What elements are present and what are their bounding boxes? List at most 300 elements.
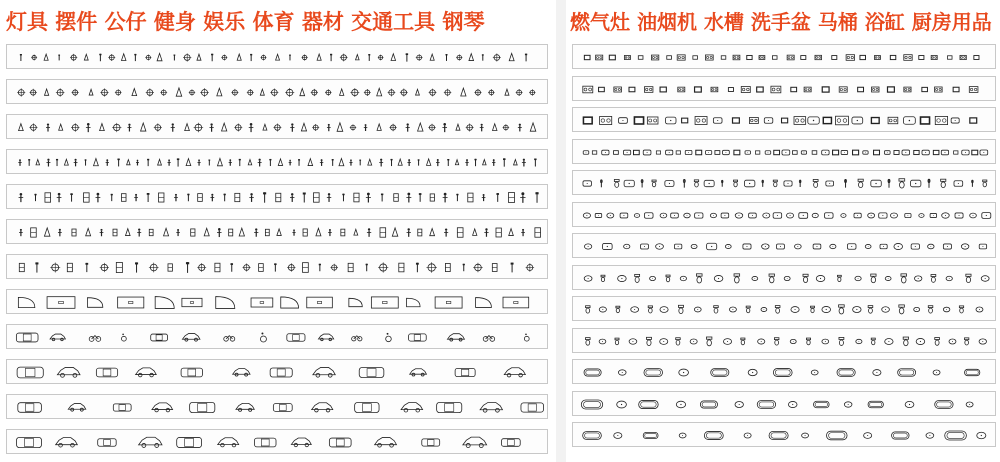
bathtub-icon bbox=[639, 400, 658, 408]
toilet-icon bbox=[813, 179, 818, 187]
toilet-icon bbox=[966, 274, 971, 282]
figure-icon bbox=[100, 229, 104, 236]
lamp-icon bbox=[29, 123, 37, 131]
figure-icon bbox=[480, 124, 484, 132]
ornament-icon bbox=[84, 54, 88, 60]
washbasin-icon bbox=[926, 433, 934, 438]
ornament-icon bbox=[277, 229, 281, 236]
car-icon bbox=[236, 403, 254, 411]
lamp-icon bbox=[221, 54, 227, 60]
washbasin-icon bbox=[943, 307, 950, 312]
ornament-icon bbox=[430, 228, 435, 235]
lamp-icon bbox=[378, 262, 388, 272]
sink-icon bbox=[643, 150, 651, 155]
toilet-icon bbox=[585, 337, 590, 345]
ornament-icon bbox=[197, 54, 201, 60]
symbol-row bbox=[572, 76, 996, 101]
lamp-icon bbox=[100, 263, 109, 272]
range-hood-icon bbox=[973, 55, 979, 60]
gas-stove-icon bbox=[596, 55, 603, 60]
ornament-icon bbox=[132, 89, 137, 96]
lamp-icon bbox=[287, 263, 295, 271]
ornament-icon bbox=[492, 124, 496, 131]
symbol-row bbox=[6, 359, 548, 384]
piano-icon bbox=[407, 298, 421, 306]
symbol-row bbox=[6, 429, 548, 454]
washbasin-icon bbox=[690, 338, 697, 343]
ornament-icon bbox=[514, 159, 518, 164]
panel-divider bbox=[556, 0, 566, 462]
toilet-icon bbox=[858, 179, 863, 187]
washbasin-icon bbox=[790, 339, 796, 343]
gas-stove-icon bbox=[874, 56, 880, 60]
figure-icon bbox=[57, 193, 62, 202]
washbasin-icon bbox=[916, 338, 925, 344]
gas-stove-icon bbox=[969, 86, 978, 92]
range-hood-icon bbox=[613, 150, 619, 155]
sports-equipment-icon bbox=[298, 159, 300, 166]
figure-icon bbox=[176, 229, 180, 236]
gas-stove-icon bbox=[733, 55, 740, 60]
ornament-icon bbox=[391, 54, 396, 61]
toilet-icon bbox=[676, 337, 681, 344]
range-hood-icon bbox=[887, 86, 895, 92]
figure-icon bbox=[136, 160, 139, 166]
range-hood-icon bbox=[714, 150, 720, 155]
ornament-icon bbox=[157, 53, 162, 60]
toilet-icon bbox=[769, 273, 774, 282]
car-icon bbox=[136, 368, 157, 377]
ornament-icon bbox=[127, 160, 131, 165]
car-icon bbox=[182, 334, 199, 342]
range-hood-icon bbox=[666, 55, 671, 59]
sink-icon bbox=[602, 243, 612, 249]
fitness-icon bbox=[149, 229, 153, 235]
lamp-icon bbox=[72, 89, 79, 96]
washbasin-icon bbox=[905, 401, 914, 407]
gas-stove-icon bbox=[711, 87, 718, 92]
figure-icon bbox=[209, 123, 213, 131]
sink-icon bbox=[665, 117, 676, 124]
gas-stove-icon bbox=[647, 117, 658, 124]
washbasin-icon bbox=[853, 306, 861, 312]
sink-icon bbox=[619, 118, 628, 124]
washbasin-icon bbox=[976, 307, 983, 312]
car-top-icon bbox=[437, 402, 462, 412]
sink-icon bbox=[583, 181, 591, 186]
ornament-icon bbox=[530, 123, 536, 131]
lamp-icon bbox=[100, 88, 108, 96]
gas-stove-icon bbox=[614, 86, 622, 91]
figure-icon bbox=[292, 229, 295, 235]
ornament-icon bbox=[340, 89, 344, 95]
washbasin-icon bbox=[660, 307, 668, 313]
toilet-icon bbox=[773, 180, 777, 187]
rect-plan-icon bbox=[503, 297, 529, 308]
lamp-icon bbox=[456, 54, 462, 60]
fitness-icon bbox=[380, 228, 386, 237]
sports-equipment-icon bbox=[177, 158, 179, 166]
figure-icon bbox=[407, 228, 411, 237]
range-hood-icon bbox=[634, 116, 645, 125]
lamp-icon bbox=[189, 89, 195, 95]
washbasin-icon bbox=[599, 339, 606, 344]
washbasin-icon bbox=[599, 307, 606, 312]
toilet-icon bbox=[806, 338, 810, 345]
rect-plan-icon bbox=[118, 297, 144, 308]
sink-icon bbox=[847, 244, 856, 249]
right-panel bbox=[566, 0, 1000, 462]
figure-icon bbox=[86, 123, 91, 132]
lamp-icon bbox=[70, 54, 77, 61]
toilet-icon bbox=[678, 305, 683, 313]
range-hood-icon bbox=[721, 55, 726, 59]
range-hood-icon bbox=[772, 55, 777, 59]
sink-icon bbox=[841, 150, 848, 154]
washbasin-icon bbox=[822, 339, 829, 344]
fitness-icon bbox=[191, 229, 195, 236]
ornament-icon bbox=[339, 158, 344, 165]
piano-icon bbox=[281, 297, 299, 308]
lamp-icon bbox=[389, 124, 396, 131]
sink-icon bbox=[784, 181, 792, 186]
washbasin-icon bbox=[873, 370, 881, 376]
fitness-icon bbox=[67, 263, 72, 271]
gas-stove-icon bbox=[888, 117, 898, 123]
ornament-icon bbox=[356, 55, 360, 60]
range-hood-icon bbox=[933, 149, 940, 154]
ornament-icon bbox=[141, 123, 146, 131]
ornament-icon bbox=[509, 229, 514, 236]
car-icon bbox=[463, 437, 487, 447]
figure-icon bbox=[320, 159, 323, 166]
car-icon bbox=[233, 369, 250, 377]
sports-equipment-icon bbox=[463, 264, 465, 271]
piano-icon bbox=[349, 298, 362, 306]
washbasin-icon bbox=[788, 401, 797, 407]
toilet-icon bbox=[601, 275, 605, 281]
washbasin-icon bbox=[684, 213, 690, 218]
sink-icon bbox=[922, 150, 929, 155]
washbasin-icon bbox=[617, 401, 627, 408]
sink-icon bbox=[799, 212, 808, 218]
sink-icon bbox=[801, 150, 806, 153]
figure-icon bbox=[197, 159, 200, 165]
fitness-icon bbox=[235, 193, 240, 201]
sink-icon bbox=[905, 213, 911, 217]
washbasin-icon bbox=[949, 339, 956, 344]
car-icon bbox=[152, 403, 173, 412]
range-hood-icon bbox=[728, 87, 734, 92]
symbol-row bbox=[6, 44, 548, 69]
car-top-icon bbox=[409, 334, 427, 341]
range-hood-icon bbox=[832, 149, 839, 155]
ornament-icon bbox=[469, 54, 474, 61]
washbasin-icon bbox=[763, 212, 770, 217]
figure-icon bbox=[406, 193, 411, 203]
sink-icon bbox=[765, 150, 771, 154]
lamp-icon bbox=[247, 89, 254, 96]
sink-icon bbox=[745, 150, 750, 153]
ornament-icon bbox=[509, 53, 514, 60]
fitness-icon bbox=[341, 229, 345, 236]
toilet-icon bbox=[868, 306, 873, 314]
symbol-row bbox=[572, 202, 996, 227]
bathtub-icon bbox=[757, 400, 775, 408]
figure-icon bbox=[367, 228, 371, 237]
fitness-icon bbox=[354, 193, 359, 202]
lamp-icon bbox=[260, 54, 266, 60]
bathtub-icon bbox=[935, 400, 953, 408]
wheelchair-icon bbox=[386, 333, 392, 342]
car-icon bbox=[312, 403, 333, 412]
fitness-icon bbox=[31, 228, 37, 237]
gas-stove-icon bbox=[771, 86, 781, 93]
range-hood-icon bbox=[733, 149, 740, 155]
figure-icon bbox=[444, 228, 448, 236]
toilet-icon bbox=[614, 179, 619, 187]
piano-icon bbox=[155, 297, 174, 309]
bathtub-icon bbox=[898, 369, 916, 377]
car-icon bbox=[313, 367, 335, 377]
gas-stove-icon bbox=[839, 86, 847, 91]
washbasin-icon bbox=[841, 213, 846, 217]
figure-icon bbox=[349, 159, 352, 165]
figure-icon bbox=[482, 194, 486, 201]
washbasin-icon bbox=[618, 370, 626, 375]
washbasin-icon bbox=[614, 433, 622, 439]
figure-icon bbox=[134, 194, 138, 201]
washbasin-icon bbox=[894, 243, 903, 249]
figure-icon bbox=[443, 193, 448, 203]
range-hood-icon bbox=[695, 149, 702, 155]
sink-icon bbox=[665, 181, 674, 187]
car-icon bbox=[410, 369, 427, 376]
sink-icon bbox=[723, 150, 730, 154]
car-top-icon bbox=[181, 368, 202, 377]
fitness-icon bbox=[492, 264, 497, 272]
fitness-icon bbox=[394, 194, 399, 202]
range-hood-icon bbox=[681, 118, 688, 124]
figure-icon bbox=[167, 159, 170, 165]
lamp-icon bbox=[444, 89, 451, 96]
sink-icon bbox=[782, 150, 790, 155]
symbol-row bbox=[572, 139, 996, 164]
bathtub-icon bbox=[773, 369, 792, 377]
kitchenware-icon bbox=[888, 179, 890, 187]
sink-icon bbox=[962, 150, 969, 155]
lamp-icon bbox=[428, 124, 436, 132]
ornament-icon bbox=[44, 89, 48, 95]
lamp-icon bbox=[350, 88, 359, 97]
symbol-row bbox=[6, 394, 548, 419]
lamp-icon bbox=[429, 89, 437, 97]
washbasin-icon bbox=[584, 244, 591, 249]
sink-icon bbox=[902, 150, 910, 155]
sports-equipment-icon bbox=[482, 54, 484, 60]
sink-icon bbox=[776, 244, 784, 249]
lamp-icon bbox=[473, 263, 482, 272]
washbasin-icon bbox=[868, 213, 875, 218]
range-hood-icon bbox=[969, 117, 977, 123]
sink-icon bbox=[982, 212, 991, 218]
lamp-icon bbox=[340, 54, 348, 62]
sink-icon bbox=[951, 118, 959, 123]
ornament-icon bbox=[308, 159, 313, 166]
washbasin-icon bbox=[735, 401, 743, 407]
gas-stove-icon bbox=[651, 55, 658, 60]
sports-equipment-icon bbox=[418, 159, 420, 165]
toilet-icon bbox=[666, 275, 670, 282]
ornament-icon bbox=[217, 158, 222, 165]
washbasin-icon bbox=[970, 213, 977, 218]
figure-icon bbox=[46, 124, 50, 132]
washbasin-icon bbox=[634, 213, 639, 217]
washbasin-icon bbox=[822, 306, 831, 312]
symbol-row bbox=[572, 296, 996, 321]
toilet-icon bbox=[648, 306, 652, 313]
washbasin-icon bbox=[725, 244, 731, 248]
range-hood-icon bbox=[953, 86, 960, 92]
figure-icon bbox=[249, 123, 254, 132]
bicycle-icon bbox=[89, 336, 101, 342]
sink-icon bbox=[852, 117, 863, 124]
ornament-icon bbox=[59, 124, 63, 130]
range-hood-icon bbox=[676, 150, 681, 154]
sports-equipment-icon bbox=[34, 194, 36, 201]
washbasin-icon bbox=[795, 244, 802, 249]
sports-equipment-icon bbox=[135, 262, 138, 272]
bathtub-icon bbox=[644, 369, 663, 377]
ornament-icon bbox=[222, 123, 227, 131]
range-hood-icon bbox=[656, 150, 661, 154]
sink-icon bbox=[583, 150, 589, 154]
sports-equipment-icon bbox=[456, 194, 458, 201]
lamp-icon bbox=[378, 55, 384, 61]
toilet-icon bbox=[733, 180, 737, 187]
sink-icon bbox=[825, 212, 834, 217]
kitchenware-icon bbox=[762, 180, 764, 187]
sports-equipment-icon bbox=[239, 159, 241, 166]
toilet-icon bbox=[901, 273, 907, 282]
ornament-icon bbox=[337, 123, 343, 132]
range-hood-icon bbox=[800, 55, 806, 60]
washbasin-icon bbox=[650, 276, 656, 280]
figure-icon bbox=[290, 193, 294, 202]
sink-icon bbox=[744, 180, 754, 187]
sports-equipment-icon bbox=[366, 264, 368, 271]
kitchenware-icon bbox=[799, 180, 801, 187]
sports-equipment-icon bbox=[187, 194, 189, 201]
washbasin-icon bbox=[784, 276, 790, 280]
range-hood-icon bbox=[831, 55, 837, 60]
sink-icon bbox=[713, 118, 722, 124]
washbasin-icon bbox=[791, 307, 799, 313]
ornament-icon bbox=[368, 159, 372, 165]
lamp-icon bbox=[325, 89, 332, 96]
washbasin-icon bbox=[729, 307, 736, 312]
sports-equipment-icon bbox=[28, 159, 30, 166]
lamp-icon bbox=[50, 263, 60, 273]
sink-icon bbox=[721, 213, 729, 218]
washbasin-icon bbox=[679, 369, 689, 376]
washbasin-icon bbox=[981, 275, 989, 281]
washbasin-icon bbox=[710, 213, 716, 217]
car-top-icon bbox=[270, 368, 292, 377]
lamp-icon bbox=[503, 124, 510, 131]
range-hood-icon bbox=[971, 149, 978, 155]
washbasin-icon bbox=[882, 307, 890, 312]
gas-stove-icon bbox=[904, 87, 911, 92]
car-top-icon bbox=[177, 437, 202, 447]
sports-equipment-icon bbox=[359, 160, 361, 166]
car-top-icon bbox=[502, 439, 521, 447]
washbasin-icon bbox=[618, 275, 627, 281]
ornament-icon bbox=[121, 54, 125, 61]
piano-icon bbox=[18, 297, 34, 307]
gas-stove-icon bbox=[872, 87, 879, 92]
washbasin-icon bbox=[607, 213, 614, 218]
sports-equipment-icon bbox=[289, 55, 291, 61]
lamp-icon bbox=[364, 89, 371, 96]
gas-stove-icon bbox=[815, 55, 822, 59]
gas-stove-icon bbox=[624, 55, 630, 59]
lamp-icon bbox=[474, 89, 481, 96]
lamp-icon bbox=[488, 89, 495, 96]
rect-plan-icon bbox=[435, 297, 462, 308]
fitness-icon bbox=[19, 263, 24, 271]
toilet-icon bbox=[741, 338, 745, 345]
sink-icon bbox=[620, 213, 628, 218]
sink-icon bbox=[671, 213, 679, 218]
range-hood-icon bbox=[921, 86, 928, 91]
washbasin-icon bbox=[748, 369, 757, 375]
symbol-row bbox=[6, 289, 548, 314]
car-icon bbox=[57, 367, 80, 377]
symbol-row bbox=[572, 359, 996, 384]
lamp-icon bbox=[466, 124, 474, 132]
lamp-icon bbox=[31, 55, 37, 61]
car-top-icon bbox=[96, 368, 117, 377]
fitness-icon bbox=[265, 229, 269, 235]
washbasin-icon bbox=[802, 433, 809, 438]
washbasin-icon bbox=[676, 401, 685, 408]
symbol-row bbox=[572, 265, 996, 290]
washbasin-icon bbox=[744, 433, 751, 438]
ornament-icon bbox=[317, 54, 321, 60]
car-top-icon bbox=[113, 404, 131, 411]
toilet-icon bbox=[964, 337, 968, 344]
sink-icon bbox=[595, 213, 601, 217]
lamp-icon bbox=[197, 263, 206, 272]
ornament-icon bbox=[377, 88, 382, 96]
range-hood-icon bbox=[732, 117, 740, 123]
fitness-icon bbox=[84, 193, 90, 202]
ornament-icon bbox=[354, 229, 358, 235]
toilet-icon bbox=[615, 338, 619, 345]
toilet-icon bbox=[714, 306, 719, 313]
sports-equipment-icon bbox=[525, 54, 527, 62]
car-icon bbox=[291, 438, 311, 447]
fitness-icon bbox=[276, 193, 281, 201]
range-hood-icon bbox=[859, 55, 866, 60]
sink-icon bbox=[773, 212, 782, 217]
sports-equipment-icon bbox=[147, 193, 150, 202]
washbasin-icon bbox=[714, 275, 723, 281]
sports-equipment-icon bbox=[474, 159, 476, 166]
sink-icon bbox=[884, 150, 890, 154]
lamp-icon bbox=[146, 88, 154, 96]
